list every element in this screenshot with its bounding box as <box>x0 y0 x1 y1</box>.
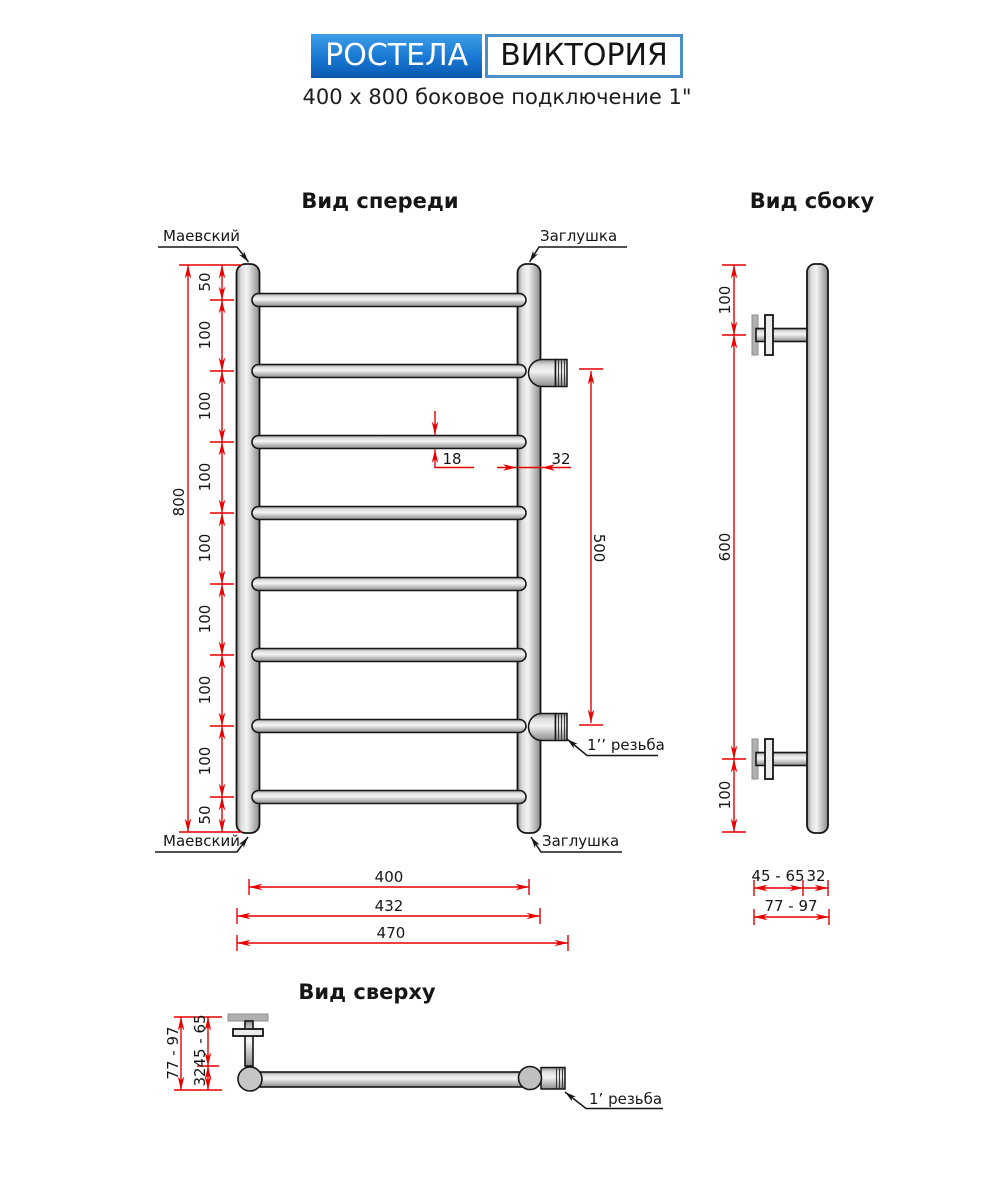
front-view-title: Вид спереди <box>301 189 459 213</box>
dim-seg-2: 100 <box>196 320 214 350</box>
side-tube <box>807 264 828 833</box>
dim-45-65-side: 45 - 65 <box>751 867 805 885</box>
side-depth-dimensions <box>751 867 829 925</box>
dim-seg-4: 100 <box>196 462 214 492</box>
top-depth-dimensions <box>164 1014 222 1090</box>
wall-plate-topview <box>228 1014 268 1021</box>
rung-5 <box>252 578 526 591</box>
dim-18: 18 <box>442 450 462 468</box>
dim-800: 800 <box>170 487 188 517</box>
dim-432: 432 <box>374 897 404 915</box>
bracket-stem-topview <box>245 1021 253 1066</box>
top-fitting-body <box>541 1068 565 1090</box>
front-right-tube <box>518 264 541 833</box>
dim-32: 32 <box>551 450 571 468</box>
series-logo: ВИКТОРИЯ <box>485 34 683 78</box>
label-maevsky-top: Маевский <box>163 227 241 245</box>
dim-seg-3: 100 <box>196 391 214 421</box>
top-right-tube-end <box>519 1067 542 1090</box>
side-height-dimensions <box>716 265 746 832</box>
logo-row <box>0 34 994 78</box>
front-ladder-body <box>237 264 571 833</box>
dim-side-100-top: 100 <box>716 285 734 315</box>
brand-logo: РОСТЕЛА <box>311 34 482 78</box>
top-left-tube-end <box>238 1067 262 1091</box>
top-view-title: Вид сверху <box>298 980 436 1004</box>
dim-32-top: 32 <box>191 1067 209 1087</box>
dim-side-600: 600 <box>716 532 734 562</box>
front-view <box>155 189 665 951</box>
dim-32-side: 32 <box>806 867 826 885</box>
rung-6 <box>252 649 526 662</box>
dim-seg-6: 100 <box>196 604 214 634</box>
rung-2 <box>252 365 526 378</box>
front-height-dimensions <box>170 265 242 832</box>
header <box>0 34 994 109</box>
dim-77-97-side: 77 - 97 <box>764 897 818 915</box>
top-tube <box>250 1072 532 1087</box>
bracket-arm-bottom <box>756 753 808 766</box>
rung-4 <box>252 507 526 520</box>
dim-seg-1: 50 <box>196 272 214 292</box>
front-callouts <box>155 227 665 852</box>
dim-seg-5: 100 <box>196 533 214 563</box>
dim-400: 400 <box>374 868 404 886</box>
rung-1 <box>252 294 526 307</box>
front-left-tube <box>237 264 260 833</box>
side-view-title: Вид сбоку <box>749 189 875 213</box>
rung-7 <box>252 720 526 733</box>
lower-fitting <box>529 714 568 741</box>
dim-seg-7: 100 <box>196 675 214 705</box>
dim-45-65-top: 45 - 65 <box>191 1014 209 1068</box>
bracket-collar-top <box>765 315 773 355</box>
dim-seg-8: 100 <box>196 746 214 776</box>
label-maevsky-bottom: Маевский <box>163 832 241 850</box>
bracket-arm-top <box>756 329 808 342</box>
top-callout <box>565 1090 663 1109</box>
dim-fitting-spacing <box>579 369 608 725</box>
side-view <box>716 189 875 925</box>
top-body <box>228 1014 565 1091</box>
bracket-collar-bottom <box>765 739 773 779</box>
dim-77-97-top: 77 - 97 <box>164 1026 182 1080</box>
dim-side-100-bottom: 100 <box>716 780 734 810</box>
dim-500: 500 <box>590 533 608 563</box>
rung-3 <box>252 436 526 449</box>
dim-seg-9: 50 <box>196 805 214 825</box>
label-plug-top: Заглушка <box>540 227 618 245</box>
bracket-collar-topview <box>233 1029 263 1036</box>
rung-8 <box>252 791 526 804</box>
product-subtitle: 400 x 800 боковое подключение 1" <box>302 85 692 109</box>
side-body <box>752 264 828 833</box>
label-thread-top: 1’ резьба <box>589 1090 663 1108</box>
dim-470: 470 <box>376 924 406 942</box>
top-view <box>164 980 663 1109</box>
label-plug-bottom: Заглушка <box>542 832 620 850</box>
front-width-dimensions <box>237 868 568 951</box>
label-thread-front: 1’’ резьба <box>587 736 665 754</box>
upper-fitting <box>529 360 568 387</box>
